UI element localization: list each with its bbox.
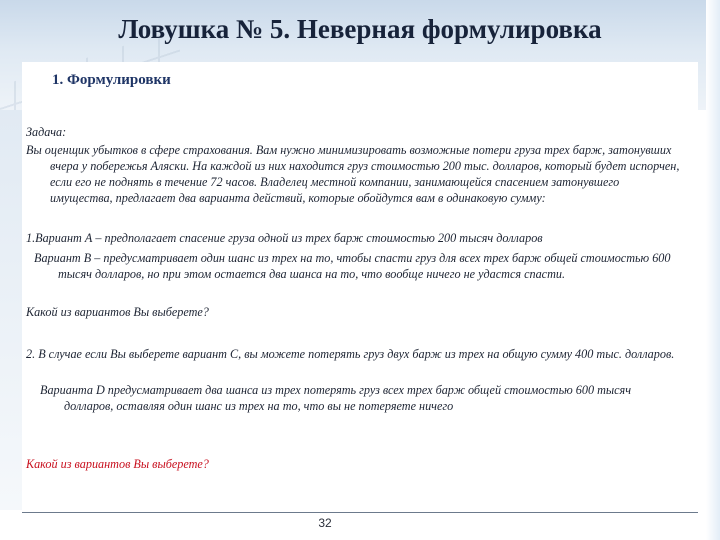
content-area [22, 62, 698, 510]
right-decor-edge [706, 0, 720, 540]
footer-divider [22, 512, 698, 513]
slide-title: Ловушка № 5. Неверная формулировка [118, 14, 602, 44]
question-2: Какой из вариантов Вы выберете? [26, 457, 209, 471]
question-1: Какой из вариантов Вы выберете? [26, 305, 209, 319]
variant-d: Варианта D предусматривает два шанса из трех потерять груз всех трех барж общей стоимостью 600 тысяч долларов, оставляя один шанс из трех на то, что вы не потеряете ничего [40, 383, 632, 413]
left-decor-panel [0, 110, 22, 510]
page-number: 32 [318, 516, 332, 530]
section-subtitle: 1. Формулировки [52, 72, 171, 88]
task-label: Задача: [26, 125, 67, 139]
variant-b: Вариант В – предусматривает один шанс из трех на то, чтобы спасти груз для всех трех барж общей стоимостью 600 тысяч долларов, но при этом остается два шанса на то, что вообще ничего не удастся спасти. [34, 251, 671, 281]
variant-a: 1.Вариант А – предполагает спасение груза одной из трех барж стоимостью 200 тысяч долларов [26, 231, 543, 245]
variant-c: 2. В случае если Вы выберете вариант С, вы можете потерять груз двух барж из трех на общую сумму 400 тыс. долларов. [26, 347, 675, 361]
task-text: Вы оценщик убытков в сфере страхования. Вам нужно минимизировать возможные потери груза трех барж, затонувших вчера у побережья Аляски. На каждой из них находится груз стоимостью 200 тыс. долларов, который будет испорчен, если его не поднять в течение 72 часов. Владелец местной компании, занимающейся спасением затонувшего имущества, предлагает два варианта действий, которые обойдутся вам в одинаковую сумму: [26, 143, 680, 205]
